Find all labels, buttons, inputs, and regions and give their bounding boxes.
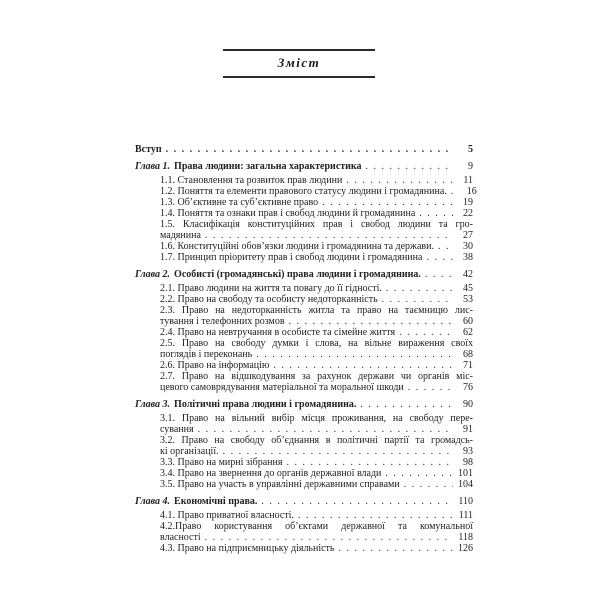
entry-text-line: 2.3. Право на недоторканність житла та право на таємницю лис- xyxy=(160,305,473,316)
page-number: 16 xyxy=(466,186,477,197)
entry-text: поглядів і переконань xyxy=(160,349,253,360)
toc-entry xyxy=(135,241,473,252)
dot-leader xyxy=(408,382,453,393)
entry-text-line: 2.5. Право на свободу думки і слова, на вільне вираження своїх xyxy=(160,338,473,349)
dot-leader xyxy=(223,446,453,457)
page-number: 90 xyxy=(463,399,473,410)
dot-leader xyxy=(399,327,453,338)
dot-leader xyxy=(273,360,453,371)
page-number: 11 xyxy=(463,175,473,186)
dot-leader xyxy=(286,457,453,468)
toc-entry xyxy=(135,305,473,327)
dot-leader xyxy=(425,269,453,280)
entry-text: тування і телефонних розмов xyxy=(160,316,285,327)
contents-header xyxy=(223,49,375,78)
page-number: 71 xyxy=(463,360,473,371)
dot-leader xyxy=(198,424,453,435)
entry-text: 1.4. Поняття та ознаки прав і свобод людини й громадянина xyxy=(160,208,416,219)
page-number: 93 xyxy=(463,446,473,457)
page-number: 98 xyxy=(463,457,473,468)
entry-text-line: 3.2. Право на свободу об’єднання в політичні партії та громадсь- xyxy=(160,435,473,446)
toc-entry xyxy=(135,283,473,294)
dot-leader xyxy=(205,532,453,543)
page-number: 60 xyxy=(463,316,473,327)
dot-leader xyxy=(339,543,454,554)
entry-text: 1.1. Становлення та розвиток прав людини xyxy=(160,175,343,186)
page-number: 118 xyxy=(458,532,473,543)
page-number: 126 xyxy=(458,543,473,554)
entry-text: мадянина xyxy=(160,230,201,241)
dot-leader xyxy=(166,144,453,155)
entry-text: 2.6. Право на інформацію xyxy=(160,360,270,371)
toc-entry xyxy=(135,338,473,360)
dot-leader xyxy=(385,468,453,479)
dot-leader xyxy=(322,197,453,208)
page-number: 42 xyxy=(463,269,473,280)
dot-leader xyxy=(438,241,453,252)
entry-last-line xyxy=(160,446,473,457)
dot-leader xyxy=(346,175,453,186)
entry-text: 1.3. Об’єктивне та суб’єктивне право xyxy=(160,197,319,208)
page-title: Зміст xyxy=(277,55,321,70)
entry-text xyxy=(135,161,362,172)
chapter-title: Особисті (громадянські) права людини і громадянина. xyxy=(174,269,421,280)
page-number: 111 xyxy=(458,510,473,521)
dot-leader xyxy=(256,349,453,360)
page-number: 110 xyxy=(458,496,473,507)
page-number: 53 xyxy=(463,294,473,305)
toc-entry-chapter xyxy=(135,269,473,280)
entry-text-line: 1.5. Класифікація конституційних прав і свобод людини та гро- xyxy=(160,219,473,230)
toc-entry xyxy=(135,175,473,186)
chapter-label: Глава 1. xyxy=(135,161,171,172)
toc-entry xyxy=(135,197,473,208)
toc-entry xyxy=(135,521,473,543)
entry-text xyxy=(135,496,257,507)
page-number: 9 xyxy=(468,161,473,172)
toc-entry xyxy=(135,457,473,468)
chapter-label: Глава 4. xyxy=(135,496,171,507)
entry-text-line: 3.1. Право на вільний вибір місця проживання, на свободу пере- xyxy=(160,413,473,424)
entry-text: цевого самоврядування матеріальної та моральної шкоди xyxy=(160,382,404,393)
entry-text-line: 2.7. Право на відшкодування за рахунок держави чи органів міс- xyxy=(160,371,473,382)
toc-entry xyxy=(135,468,473,479)
entry-text: 1.7. Принцип пріоритету прав і свобод людини і громадянина xyxy=(160,252,423,263)
page-number: 30 xyxy=(463,241,473,252)
page-number: 91 xyxy=(463,424,473,435)
entry-text xyxy=(135,399,356,410)
dot-leader xyxy=(386,283,453,294)
entry-text xyxy=(135,269,421,280)
chapter-title: Права людини: загальна характеристика xyxy=(174,161,362,172)
entry-text: власності xyxy=(160,532,201,543)
toc-entry xyxy=(135,543,473,554)
entry-last-line xyxy=(160,349,473,360)
entry-text: 3.4. Право на звернення до органів державної влади xyxy=(160,468,382,479)
dot-leader xyxy=(366,161,453,172)
entry-last-line xyxy=(160,230,473,241)
toc-entry xyxy=(135,294,473,305)
toc-entry xyxy=(135,186,477,197)
toc-entry-chapter xyxy=(135,496,473,507)
toc-entry xyxy=(135,413,473,435)
entry-last-line xyxy=(160,424,473,435)
entry-text: кі організації. xyxy=(160,446,219,457)
toc-entry xyxy=(135,219,473,241)
entry-text: сування xyxy=(160,424,194,435)
page-number: 68 xyxy=(463,349,473,360)
page-number: 5 xyxy=(468,144,473,155)
table-of-contents xyxy=(135,144,477,554)
entry-last-line xyxy=(160,382,473,393)
toc-entry xyxy=(135,327,473,338)
entry-text: 4.1. Право приватної власності. xyxy=(160,510,294,521)
dot-leader xyxy=(451,186,457,197)
entry-text: 3.5. Право на участь в управлінні державними справами xyxy=(160,479,400,490)
entry-text: 1.6. Конституційні обов’язки людини і громадянина та держави. xyxy=(160,241,434,252)
chapter-title: Економічні права. xyxy=(174,496,258,507)
page-number: 27 xyxy=(463,230,473,241)
dot-leader xyxy=(404,479,453,490)
entry-text: Вступ xyxy=(135,144,162,155)
entry-text: 1.2. Поняття та елементи правового статусу людини і громадянина. xyxy=(160,186,447,197)
dot-leader xyxy=(360,399,453,410)
toc-entry xyxy=(135,360,473,371)
dot-leader xyxy=(298,510,453,521)
entry-text: 2.1. Право людини на життя та повагу до її гідності. xyxy=(160,283,382,294)
page-number: 76 xyxy=(463,382,473,393)
dot-leader xyxy=(426,252,453,263)
page-number: 38 xyxy=(463,252,473,263)
toc-entry xyxy=(135,510,473,521)
chapter-label: Глава 2. xyxy=(135,269,171,280)
page-number: 104 xyxy=(458,479,473,490)
dot-leader xyxy=(419,208,453,219)
entry-text: 3.3. Право на мирні зібрання xyxy=(160,457,283,468)
dot-leader xyxy=(289,316,453,327)
toc-entry xyxy=(135,435,473,457)
toc-entry xyxy=(135,144,473,155)
entry-text: 4.3. Право на підприємницьку діяльність xyxy=(160,543,335,554)
toc-entry xyxy=(135,479,473,490)
page-number: 45 xyxy=(463,283,473,294)
page-number: 101 xyxy=(458,468,473,479)
entry-text: 2.2. Право на свободу та особисту недоторканність xyxy=(160,294,378,305)
page-number: 22 xyxy=(463,208,473,219)
toc-entry-chapter xyxy=(135,399,473,410)
entry-text-line: 4.2.Право користування об’єктами державної та комунальної xyxy=(160,521,473,532)
toc-entry-chapter xyxy=(135,161,473,172)
chapter-label: Глава 3. xyxy=(135,399,171,410)
toc-entry xyxy=(135,252,473,263)
entry-text: 2.4. Право на невтручання в особисте та сімейне життя xyxy=(160,327,396,338)
dot-leader xyxy=(261,496,453,507)
chapter-title: Політичні права людини і громадянина. xyxy=(174,399,357,410)
toc-entry xyxy=(135,371,473,393)
toc-entry xyxy=(135,208,473,219)
dot-leader xyxy=(382,294,453,305)
entry-last-line xyxy=(160,316,473,327)
dot-leader xyxy=(205,230,453,241)
page-number: 62 xyxy=(463,327,473,338)
entry-last-line xyxy=(160,532,473,543)
page-number: 19 xyxy=(463,197,473,208)
